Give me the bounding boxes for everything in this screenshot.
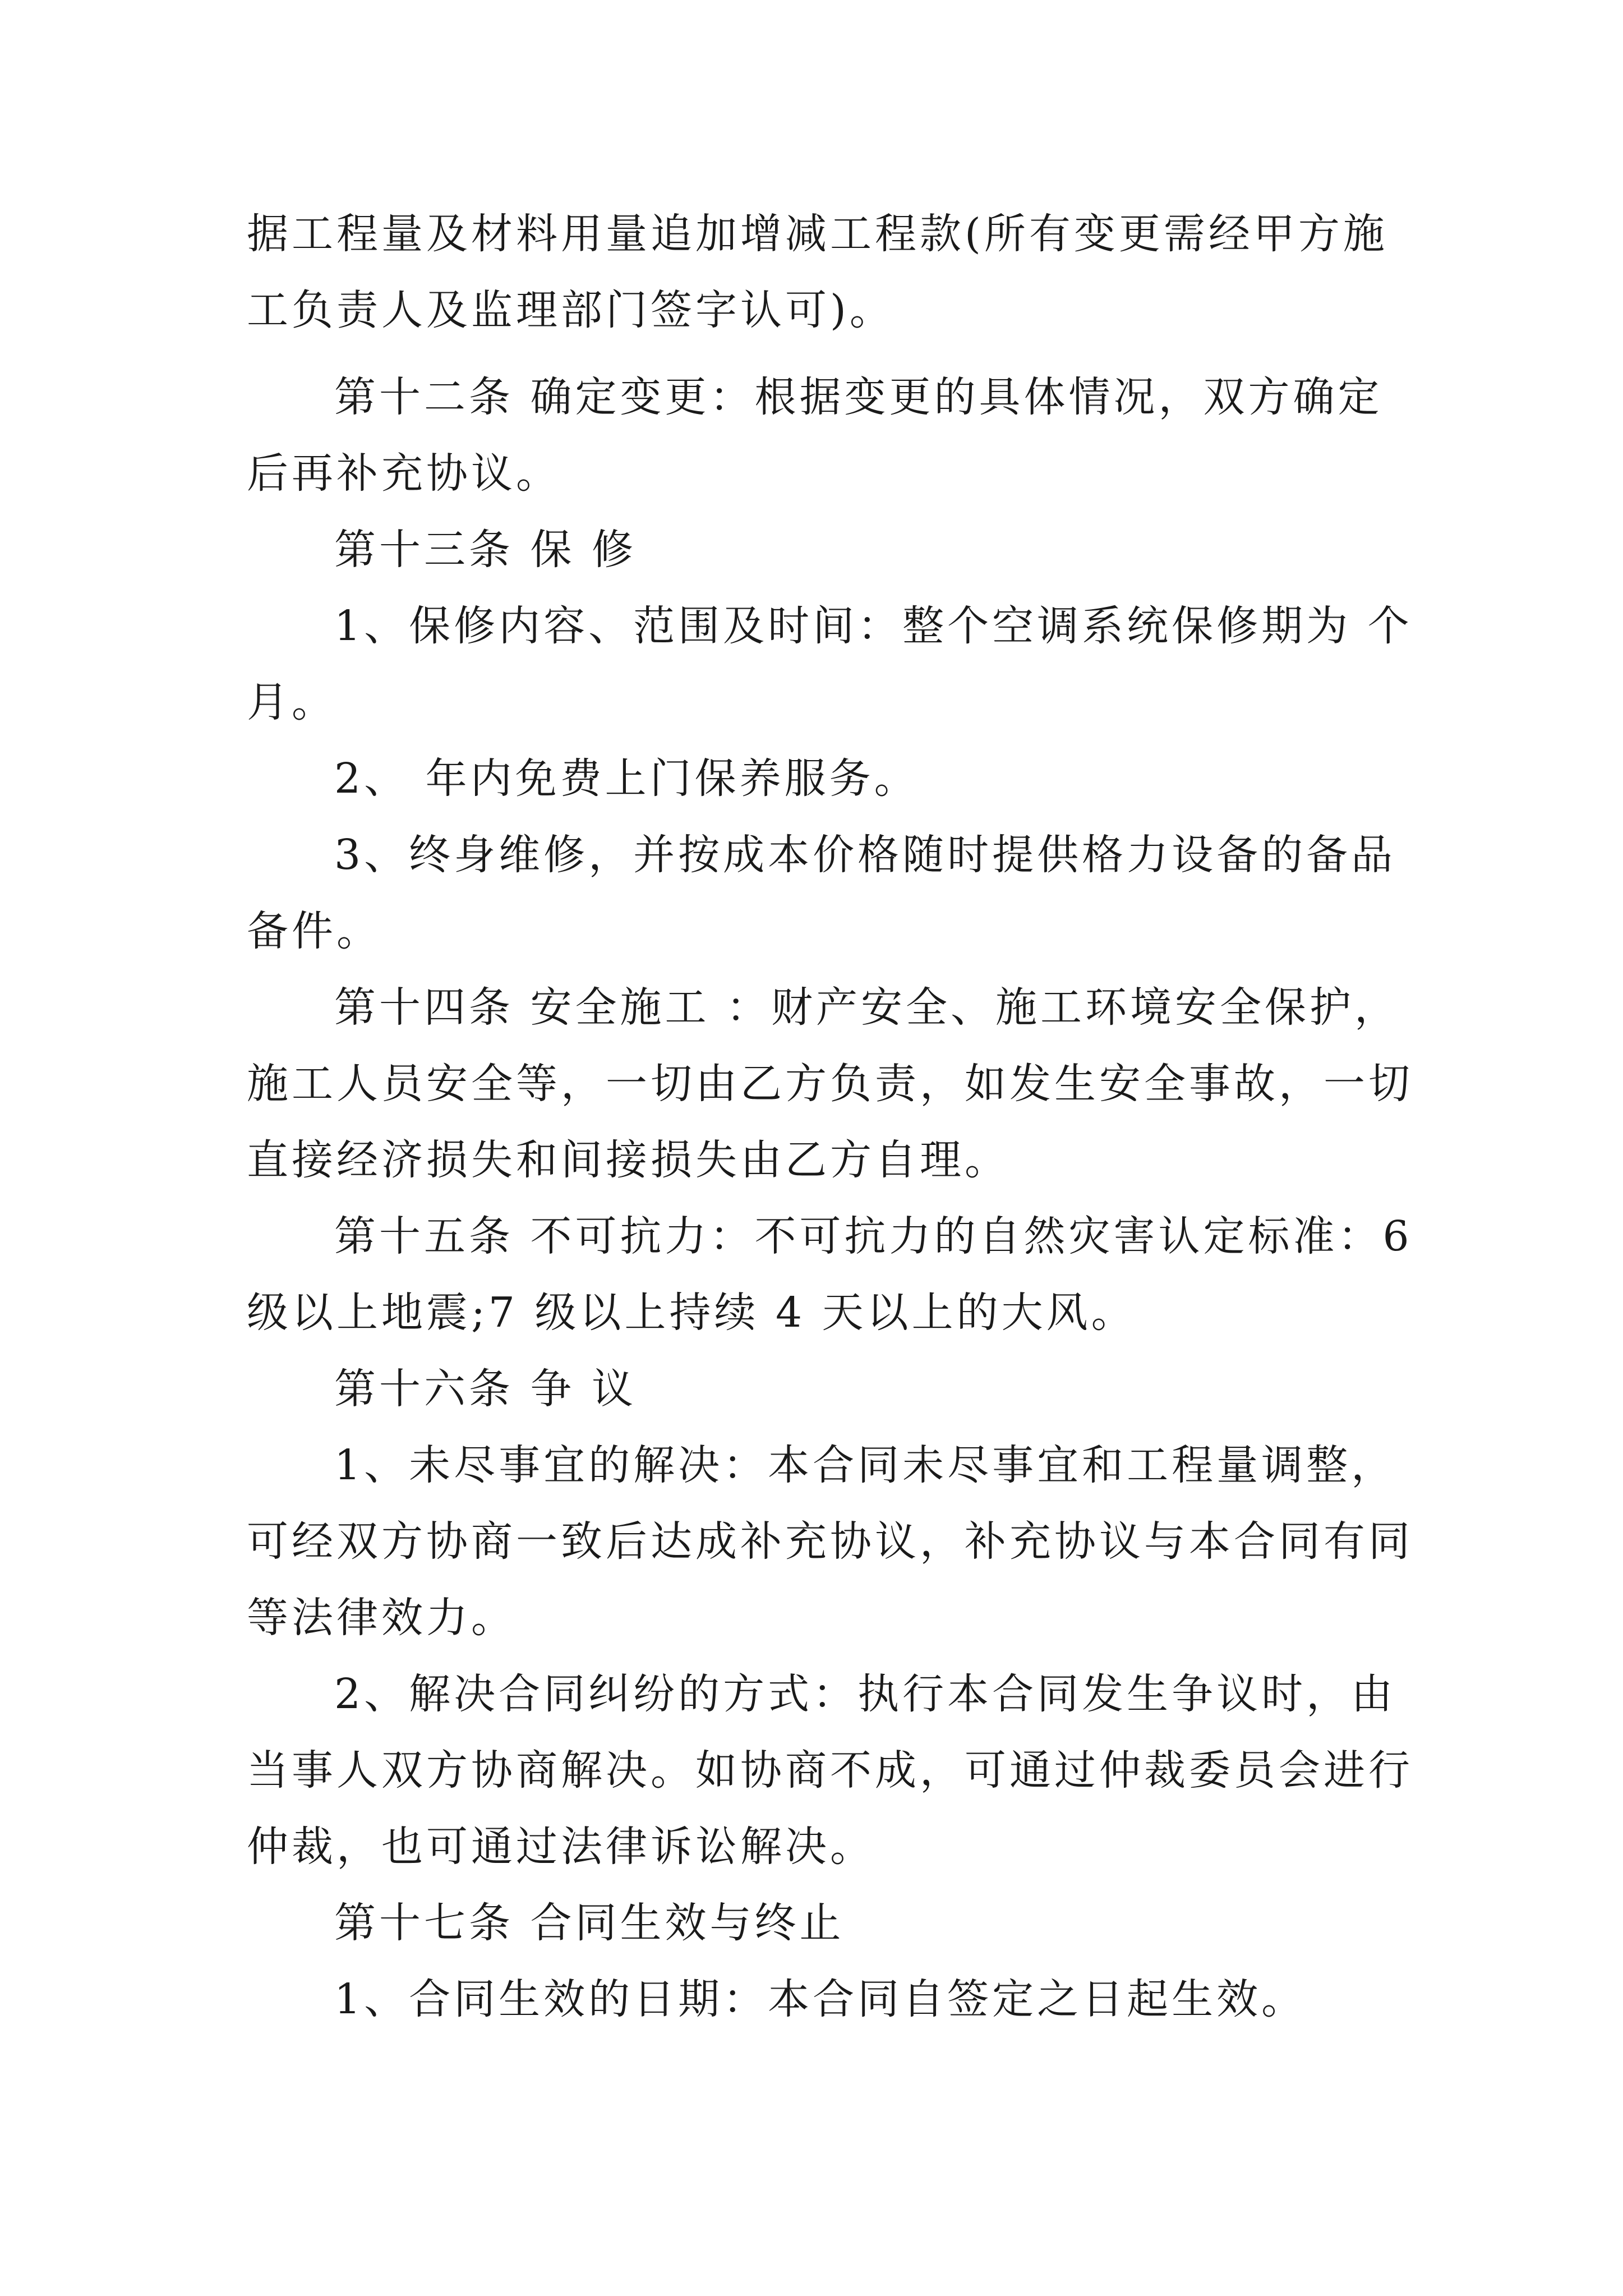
text-line: 第十七条 合同生效与终止 <box>334 1899 845 1947</box>
text-line: 仲裁，也可通过法律诉讼解决。 <box>247 1823 875 1871</box>
text-line: 工负责人及监理部门签字认可)。 <box>247 286 895 334</box>
text-line: 后再补充协议。 <box>247 449 561 498</box>
text-line: 当事人双方协商解决。如协商不成，可通过仲裁委员会进行 <box>247 1746 1413 1795</box>
text-line: 据工程量及材料用量追加增减工程款(所有变更需经甲方施 <box>247 210 1388 258</box>
text-line: 3、终身维修，并按成本价格随时提供格力设备的备品 <box>334 831 1396 879</box>
text-line: 可经双方协商一致后达成补充协议，补充协议与本合同有同 <box>247 1517 1413 1566</box>
text-line: 2、解决合同纠纷的方式：执行本合同发生争议时，由 <box>334 1670 1396 1718</box>
text-line: 1、合同生效的日期：本合同自签定之日起生效。 <box>334 1975 1307 2023</box>
text-line: 1、保修内容、范围及时间：整个空调系统保修期为 个 <box>334 602 1413 650</box>
text-line: 2、 年内免费上门保养服务。 <box>334 754 919 803</box>
text-line: 直接经济损失和间接损失由乙方自理。 <box>247 1136 1009 1184</box>
text-line: 施工人员安全等，一切由乙方负责，如发生安全事故，一切 <box>247 1060 1413 1108</box>
text-line: 级以上地震;7 级以上持续 4 天以上的大风。 <box>247 1289 1136 1337</box>
text-line: 第十六条 争 议 <box>334 1365 637 1413</box>
text-line: 1、未尽事宜的解决：本合同未尽事宜和工程量调整， <box>334 1441 1396 1489</box>
text-line: 第十三条 保 修 <box>334 526 637 574</box>
text-line: 第十二条 确定变更：根据变更的具体情况，双方确定 <box>334 373 1383 421</box>
text-line: 备件。 <box>247 907 381 955</box>
text-line: 等法律效力。 <box>247 1594 516 1642</box>
text-line: 第十五条 不可抗力：不可抗力的自然灾害认定标准：6 <box>334 1212 1413 1260</box>
text-line: 月。 <box>247 678 336 726</box>
text-line: 第十四条 安全施工 ：财产安全、施工环境安全保护， <box>334 983 1400 1032</box>
